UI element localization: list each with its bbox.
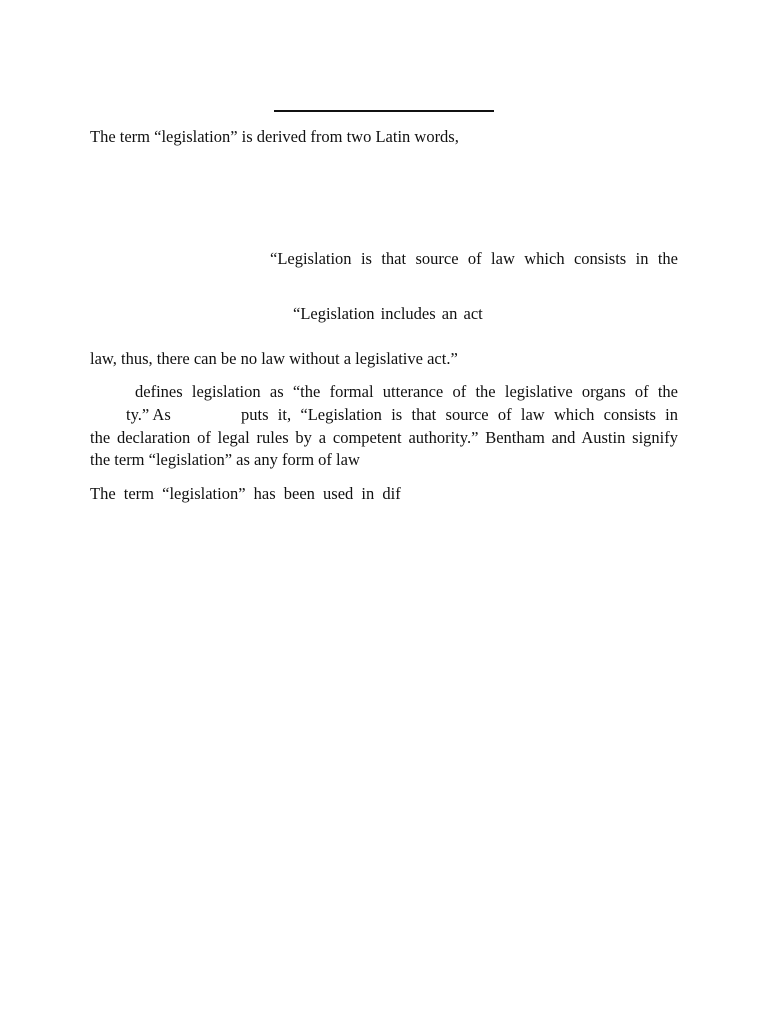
heading-underline <box>274 110 494 112</box>
quote-definition-line: “Legislation is that source of law which consists in the <box>270 249 678 268</box>
definition-paragraph-line-2b: puts it, “Legislation is that source of law which consists in <box>241 405 678 424</box>
quote-continuation-line: law, thus, there can be no law without a legislative act.” <box>90 349 458 368</box>
definition-paragraph-line-3: the declaration of legal rules by a competent authority.” Bentham and Austin signify <box>90 428 678 447</box>
definition-paragraph-line-1: defines legislation as “the formal utterance of the legislative organs of the <box>135 382 678 401</box>
paragraph-intro-line: The term “legislation” is derived from two Latin words, <box>90 127 459 146</box>
definition-paragraph-line-4: the term “legislation” as any form of law <box>90 450 360 469</box>
quote-includes-line: “Legislation includes an act <box>293 304 483 323</box>
usage-paragraph-line: The term “legislation” has been used in dif <box>90 484 401 503</box>
definition-paragraph-line-2a: ty.” As <box>126 405 171 424</box>
